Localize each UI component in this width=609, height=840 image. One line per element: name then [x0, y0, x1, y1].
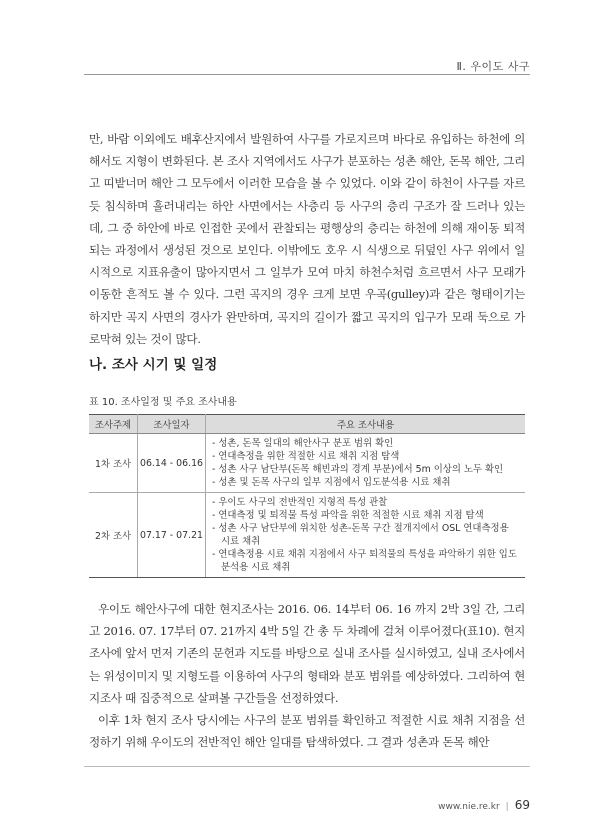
list-item: - 성촌, 돈목 일대의 해안사구 분포 범위 확인 [212, 438, 394, 449]
body-paragraph-1 [89, 128, 525, 350]
paragraph-text: 우이도 해안사구에 대한 현지조사는 2016. 06. 14부터 06. 16 까지 2박 3일 간, 그리고 2016. 07. 17부터 07. 21까지 4박 5일 간 총 두 차례에 걸쳐 이루어졌다(표10). 현지조사에 앞서 먼저 기존의 문헌과 지도를 바탕으로 실내 조사를 실시하였고, 실내 조사에서는 위성이미지 및 지형도를 이용하여 사구의 형태와 분포 범위를 예상하였다. 그리하여 현지조사 때 집중적으로 살펴볼 구간들을 선정하였다. [89, 602, 525, 705]
footer-divider [84, 766, 530, 767]
list-item: - 연대측정 및 퇴적물 특성 파악을 위한 적절한 시료 채취 지점 탐색 [212, 510, 484, 521]
list-item: - 성촌 사구 남단부(돈목 해빈과의 경계 부분)에서 5m 이상의 노두 확인 [212, 464, 504, 475]
section-title: 나. 조사 시기 및 일정 [89, 357, 218, 373]
row-date: 07.17 - 07.21 [138, 493, 206, 578]
list-item: - 성촌 사구 남단부에 위치한 성촌-돈목 구간 절개지에서 OSL 연대측정용 시료 채취 [212, 523, 509, 547]
list-item: - 성촌 및 돈목 사구의 일부 지점에서 입도분석용 시료 채취 [212, 477, 451, 488]
table-caption: 표 10. 조사일정 및 주요 조사내용 [89, 397, 237, 408]
list-item: - 연대측정을 위한 적절한 시료 채취 지점 탐색 [212, 451, 400, 462]
page-footer [438, 798, 530, 812]
running-header: Ⅱ. 우이도 사구 [456, 60, 530, 73]
header-topic: 조사주제 [89, 415, 138, 434]
header-content: 주요 조사내용 [206, 415, 526, 434]
footer-url: www.nie.re.kr [438, 802, 500, 812]
paragraph-text: 만, 바람 이외에도 배후산지에서 발원하여 사구를 가로지르며 바다로 유입하는 하천에 의해서도 지형이 변화된다. 본 조사 지역에서도 사구가 분포하는 성촌 해안, 돈목 해안, 그리고 띠밭너머 해안 그 모두에서 이러한 모습을 볼 수 있었다. 이와 같이 하천이 사구를 자르듯 침식하며 흘러내리는 하안 사면에서는 사층리 등 사구의 층리 구조가 잘 드러나 있는데, 그 중 하안에 바로 인접한 곳에서 관찰되는 평행상의 층리는 하천에 의해 재이동 퇴적되는 과정에서 생성된 것으로 보인다. 이밖에도 호우 시 식생으로 뒤덮인 사구 위에서 일시적으로 지표유출이 많아지면서 그 일부가 모여 마치 하천수처럼 흐르면서 사구 모래가 이동한 흔적도 볼 수 있다. 그런 곡지의 경우 크게 보면 우곡(gulley)과 같은 형태이기는 하지만 곡지 사면의 경사가 완만하며, 곡지의 길이가 짧고 곡지의 입구가 모래 둑으로 가로막혀 있는 것이 많다. [89, 132, 525, 346]
body-paragraphs-2 [89, 598, 525, 753]
row-topic: 1차 조사 [89, 434, 138, 493]
table-header-row [89, 415, 525, 434]
header-divider [84, 74, 530, 75]
table-row [89, 493, 525, 578]
paragraph-text: 이후 1차 현지 조사 당시에는 사구의 분포 범위를 확인하고 적절한 시료 채취 지점을 선정하기 위해 우이도의 전반적인 해안 일대를 탐색하였다. 그 결과 성촌과 돈목 해안 [89, 713, 525, 750]
row-date: 06.14 - 06.16 [138, 434, 206, 493]
table-row [89, 434, 525, 493]
schedule-table [89, 414, 525, 578]
list-item: - 우이도 사구의 전반적인 지형적 특성 관찰 [212, 497, 388, 508]
row-content [206, 493, 526, 578]
row-topic: 2차 조사 [89, 493, 138, 578]
list-item: - 연대측정용 시료 채취 지점에서 사구 퇴적물의 특성을 파악하기 위한 입도분석용 시료 채취 [212, 549, 517, 573]
page-number: 69 [514, 798, 530, 812]
row-content [206, 434, 526, 493]
footer-separator: | [505, 802, 509, 812]
header-date: 조사일자 [138, 415, 206, 434]
